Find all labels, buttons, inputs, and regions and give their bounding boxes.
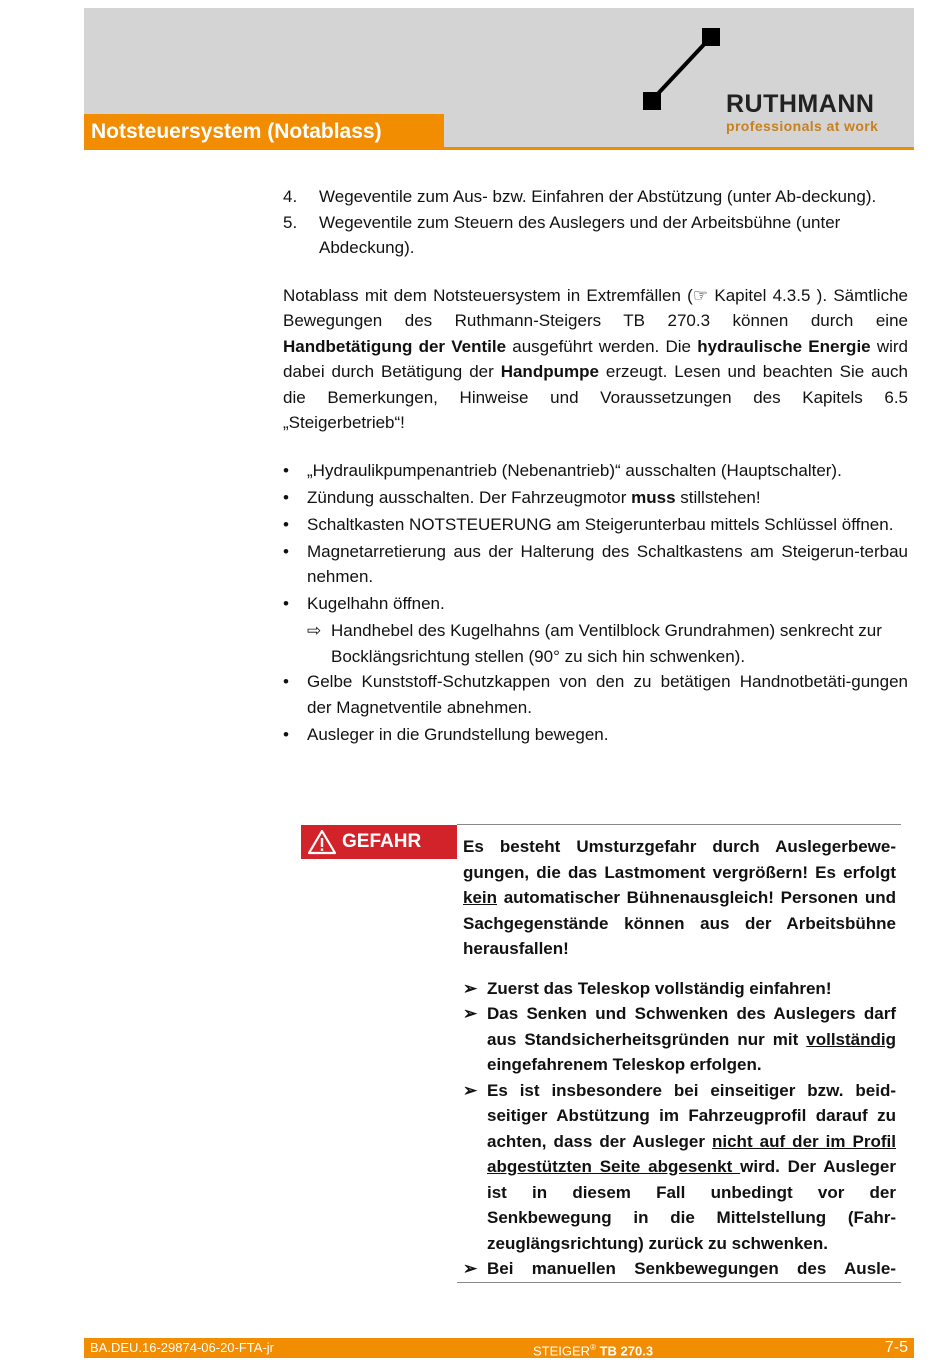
bullet-icon: • [283,724,289,744]
danger-list-item [463,1256,896,1282]
pointing-hand-icon: ☞ [692,285,709,305]
bold-text: TB 270.3 [595,1343,654,1359]
bullet-icon: • [283,594,289,613]
numbered-item [283,184,908,210]
item-text: Schaltkasten NOTSTEUERUNG am Steigerunterbau mittels Schlüssel öffnen. [307,514,894,534]
underlined-text: nicht auf der im Profil abgestützten Seite abgesenkt [487,1131,896,1176]
bullet-icon: • [283,514,289,534]
text: Es besteht Umsturzgefahr durch Auslegerbewe-gungen, die das Lastmoment vergrößern! Es erfolgt [463,837,896,882]
logo-name: RUTHMANN [726,90,875,118]
item-text [307,485,908,511]
danger-bottom-rule [457,1282,901,1283]
item-text: Kugelhahn öffnen. [307,594,445,613]
item-text: „Hydraulikpumpenantrieb (Nebenantrieb)“ ausschalten (Hauptschalter). [307,460,842,480]
page-title: Notsteuersystem (Notablass) [84,114,444,150]
list-item [283,512,908,538]
text: Notablass mit dem Notsteuersystem in Extremfällen ( [283,285,693,305]
text: automatischer Bühnenausgleich! Personen und Sachgegenstände können aus der Arbeitsbühne herausfallen! [463,888,896,958]
item-text: Wegeventile zum Aus- bzw. Einfahren der Abstützung (unter Ab-deckung). [319,187,877,206]
list-item [283,669,908,720]
bold-text: Handbetätigung der Ventile [283,336,507,356]
sub-item [307,618,908,669]
item-text: Gelbe Kunststoff-Schutzkappen von den zu betätigen Handnotbetäti-gungen der Magnetventile abnehmen. [307,672,908,717]
numbered-item [283,210,908,261]
text: eingefahrenem Teleskop erfolgen. [487,1055,762,1074]
list-item [283,539,908,590]
list-item [283,485,908,511]
item-text: Wegeventile zum Steuern des Auslegers und der Arbeitsbühne (unter Abdeckung). [319,212,841,257]
bold-text: muss [631,487,676,507]
list-item [283,722,908,748]
bullet-icon: • [283,460,289,480]
list-item [283,458,908,484]
danger-text-block [463,834,896,1282]
text: ausgeführt werden. Die [506,336,698,356]
page-footer [84,1338,914,1358]
text: wird. Der Ausleger ist in diesem Fall unbedingt vor der Senkbewegung in die Mittelstellung (Fahr-zeuglängsrichtung) zurück zu schwenken. [487,1157,896,1253]
danger-list-item [463,1078,896,1257]
intro-paragraph [283,283,908,436]
text: Das Senken und Schwenken des Auslegers darf aus Standsicherheitsgründen nur mit [487,1004,896,1049]
danger-intro [463,834,896,962]
item-text: Magnetarretierung aus der Halterung des Schaltkastens am Steigerun-terbau nehmen. [307,541,908,586]
page-number: 7-5 [884,1339,908,1356]
danger-list-item [463,1001,896,1078]
item-text [487,1001,896,1078]
bullet-icon: • [283,487,289,507]
item-text: Bei manuellen Senkbewegungen des Ausle- [487,1259,896,1278]
text: erzeugt. Lesen und beachten Sie auch die Bemerkungen, Hinweise und Voraussetzungen des Kapitels 6.5 „Steigerbetrieb“! [283,362,908,432]
text: Kapitel 4.3.5 ). Sämtliche Bewegungen des Ruthmann-Steigers TB 270.3 können durch eine [283,285,908,330]
text: Zündung ausschalten. Der Fahrzeugmotor [307,487,632,507]
danger-label-text: GEFAHR [342,831,422,852]
danger-top-rule [457,824,901,825]
danger-list [463,976,896,1282]
text: STEIGER [533,1343,591,1359]
main-content [283,184,908,749]
bold-text: Handpumpe [500,362,599,381]
bullet-icon: • [283,541,289,561]
ruthmann-logo [640,26,915,138]
danger-label [301,825,457,859]
item-text: Zuerst das Teleskop vollständig einfahren! [487,978,832,998]
danger-list-item [463,976,896,1002]
text: stillstehen! [675,487,761,507]
logo-mark-icon [640,26,730,121]
document-id: BA.DEU.16-29874-06-20-FTA-jr [90,1340,274,1355]
outline-arrow-icon: ⇨ [307,621,322,640]
warning-triangle-icon [307,829,337,855]
logo-tagline: professionals at work [726,118,879,134]
arrowhead-bullet-icon: ➢ [463,1080,478,1100]
text: Es ist insbesondere bei einseitiger bzw. beid-seitiger Abstützung im Fahrzeugprofil darauf zu achten, dass der Ausleger [487,1080,896,1151]
registered-mark: ® [590,1343,596,1352]
item-number: 4. [283,187,298,206]
item-text: Ausleger in die Grundstellung bewegen. [307,724,609,744]
bullet-icon: • [283,672,289,691]
list-item [283,591,908,617]
item-text [487,1078,896,1257]
arrowhead-bullet-icon: ➢ [463,1259,478,1278]
product-name [533,1338,653,1361]
arrowhead-bullet-icon: ➢ [463,978,478,998]
item-number: 5. [283,212,298,232]
text: wird dabei durch Betätigung der [283,336,908,381]
bullet-list [283,458,908,748]
underlined-text: vollständig [806,1029,896,1049]
bold-text: hydraulische Energie [697,336,871,356]
item-text: Handhebel des Kugelhahns (am Ventilblock Grundrahmen) senkrecht zur Bocklängsrichtung stellen (90° zu sich hin schwenken). [331,621,882,666]
arrowhead-bullet-icon: ➢ [463,1004,478,1023]
underlined-text: kein [463,888,498,907]
header-divider [444,147,914,150]
